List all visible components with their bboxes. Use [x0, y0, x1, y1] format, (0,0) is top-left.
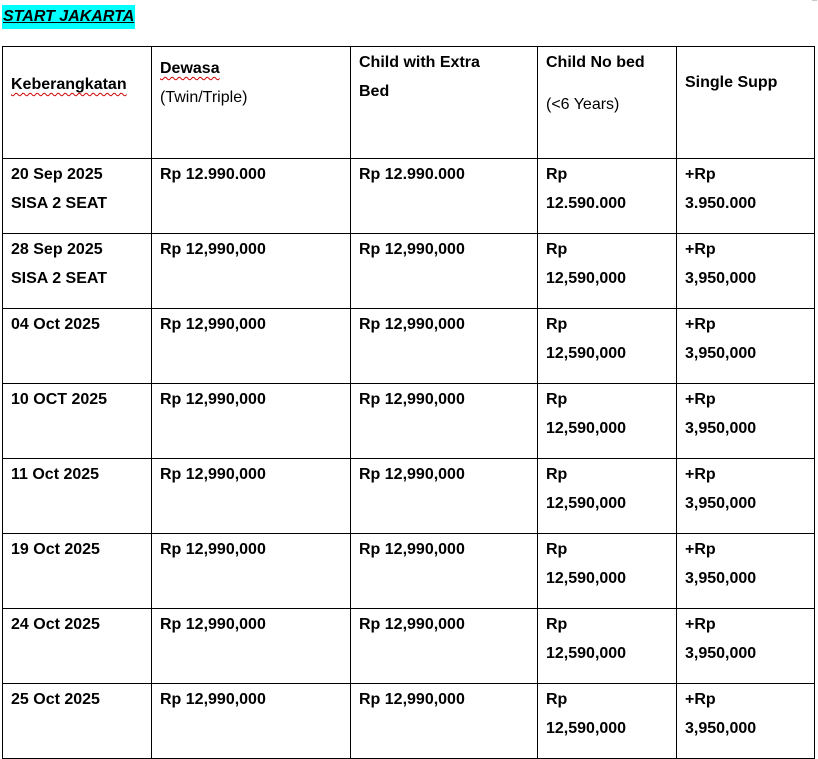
- price-table: [2, 46, 815, 759]
- single-supp-currency: +Rp: [685, 241, 716, 258]
- adult-price: Rp 12,990,000: [160, 391, 266, 408]
- header-child-no-bed-label: Child No bed: [546, 54, 645, 71]
- child-no-bed-price: 12,590,000: [546, 345, 627, 362]
- child-no-bed-currency: Rp: [546, 691, 568, 708]
- child-extra-bed-price: Rp 12,990,000: [359, 616, 465, 633]
- table-row: [3, 459, 815, 534]
- child-extra-bed-price: Rp 12,990,000: [359, 541, 465, 558]
- header-child-no-bed: [538, 47, 677, 159]
- single-supp-cell: [677, 309, 815, 384]
- child-no-bed-price: 12,590,000: [546, 645, 627, 662]
- adult-cell: [152, 684, 351, 759]
- page-title: START JAKARTA: [2, 5, 135, 29]
- single-supp-price: 3.950.000: [685, 195, 757, 212]
- single-supp-price: 3,950,000: [685, 645, 757, 662]
- single-supp-price: 3,950,000: [685, 495, 757, 512]
- child-extra-bed-price: Rp 12.990.000: [359, 166, 465, 183]
- adult-cell: [152, 384, 351, 459]
- child-no-bed-currency: Rp: [546, 541, 568, 558]
- adult-cell: [152, 159, 351, 234]
- single-supp-cell: [677, 609, 815, 684]
- child-extra-bed-cell: [351, 309, 538, 384]
- adult-cell: [152, 459, 351, 534]
- corner-mark: [812, 0, 817, 1]
- header-adult-label: Dewasa: [160, 60, 220, 77]
- single-supp-price: 3,950,000: [685, 570, 757, 587]
- table-row: [3, 684, 815, 759]
- seat-note: SISA 2 SEAT: [11, 195, 108, 212]
- departure-date: 25 Oct 2025: [11, 691, 100, 708]
- departure-cell: [3, 309, 152, 384]
- child-no-bed-cell: [538, 609, 677, 684]
- adult-cell: [152, 309, 351, 384]
- departure-cell: [3, 534, 152, 609]
- departure-date: 20 Sep 2025: [11, 166, 103, 183]
- child-extra-bed-cell: [351, 459, 538, 534]
- table-row: [3, 309, 815, 384]
- adult-price: Rp 12,990,000: [160, 316, 266, 333]
- single-supp-currency: +Rp: [685, 316, 716, 333]
- single-supp-currency: +Rp: [685, 616, 716, 633]
- child-extra-bed-price: Rp 12,990,000: [359, 466, 465, 483]
- adult-price: Rp 12,990,000: [160, 541, 266, 558]
- single-supp-cell: [677, 459, 815, 534]
- header-single-supp: [677, 47, 815, 159]
- child-no-bed-cell: [538, 234, 677, 309]
- departure-cell: [3, 234, 152, 309]
- departure-date: 10 OCT 2025: [11, 391, 108, 408]
- single-supp-currency: +Rp: [685, 691, 716, 708]
- header-row: [3, 47, 815, 159]
- single-supp-price: 3,950,000: [685, 720, 757, 737]
- seat-note: SISA 2 SEAT: [11, 270, 108, 287]
- departure-cell: [3, 459, 152, 534]
- table-row: [3, 609, 815, 684]
- single-supp-cell: [677, 384, 815, 459]
- header-single-supp-label: Single Supp: [685, 74, 778, 91]
- departure-cell: [3, 684, 152, 759]
- child-no-bed-cell: [538, 534, 677, 609]
- table-row: [3, 234, 815, 309]
- adult-price: Rp 12,990,000: [160, 616, 266, 633]
- header-adult: [152, 47, 351, 159]
- header-departure: [3, 47, 152, 159]
- single-supp-cell: [677, 159, 815, 234]
- child-no-bed-currency: Rp: [546, 466, 568, 483]
- adult-cell: [152, 534, 351, 609]
- header-child-extra-bed-label-2: Bed: [359, 83, 390, 100]
- departure-date: 24 Oct 2025: [11, 616, 100, 633]
- table-row: [3, 159, 815, 234]
- child-no-bed-price: 12,590,000: [546, 720, 627, 737]
- child-no-bed-cell: [538, 384, 677, 459]
- departure-date: 28 Sep 2025: [11, 241, 103, 258]
- header-adult-sub: (Twin/Triple): [160, 89, 248, 106]
- header-child-extra-bed-label: Child with Extra: [359, 54, 480, 71]
- departure-date: 19 Oct 2025: [11, 541, 100, 558]
- single-supp-cell: [677, 534, 815, 609]
- child-no-bed-cell: [538, 309, 677, 384]
- child-no-bed-cell: [538, 159, 677, 234]
- child-no-bed-currency: Rp: [546, 391, 568, 408]
- departure-cell: [3, 159, 152, 234]
- single-supp-cell: [677, 684, 815, 759]
- child-no-bed-currency: Rp: [546, 166, 568, 183]
- child-extra-bed-cell: [351, 234, 538, 309]
- adult-cell: [152, 609, 351, 684]
- adult-price: Rp 12.990.000: [160, 166, 266, 183]
- departure-cell: [3, 384, 152, 459]
- table-row: [3, 534, 815, 609]
- child-extra-bed-price: Rp 12,990,000: [359, 241, 465, 258]
- child-no-bed-currency: Rp: [546, 241, 568, 258]
- single-supp-price: 3,950,000: [685, 420, 757, 437]
- single-supp-currency: +Rp: [685, 391, 716, 408]
- adult-cell: [152, 234, 351, 309]
- child-no-bed-price: 12,590,000: [546, 420, 627, 437]
- child-extra-bed-price: Rp 12,990,000: [359, 691, 465, 708]
- header-gap: [546, 77, 668, 90]
- child-extra-bed-cell: [351, 159, 538, 234]
- table-row: [3, 384, 815, 459]
- child-no-bed-price: 12,590,000: [546, 495, 627, 512]
- single-supp-price: 3,950,000: [685, 345, 757, 362]
- adult-price: Rp 12,990,000: [160, 466, 266, 483]
- child-no-bed-price: 12,590,000: [546, 570, 627, 587]
- child-extra-bed-price: Rp 12,990,000: [359, 391, 465, 408]
- child-no-bed-currency: Rp: [546, 616, 568, 633]
- departure-cell: [3, 609, 152, 684]
- child-no-bed-cell: [538, 684, 677, 759]
- single-supp-price: 3,950,000: [685, 270, 757, 287]
- child-no-bed-price: 12,590,000: [546, 270, 627, 287]
- single-supp-currency: +Rp: [685, 541, 716, 558]
- single-supp-cell: [677, 234, 815, 309]
- single-supp-currency: +Rp: [685, 166, 716, 183]
- child-extra-bed-cell: [351, 609, 538, 684]
- child-no-bed-price: 12.590.000: [546, 195, 627, 212]
- adult-price: Rp 12,990,000: [160, 241, 266, 258]
- departure-date: 11 Oct 2025: [11, 466, 100, 483]
- child-extra-bed-cell: [351, 384, 538, 459]
- child-extra-bed-price: Rp 12,990,000: [359, 316, 465, 333]
- child-no-bed-currency: Rp: [546, 316, 568, 333]
- child-extra-bed-cell: [351, 534, 538, 609]
- adult-price: Rp 12,990,000: [160, 691, 266, 708]
- single-supp-currency: +Rp: [685, 466, 716, 483]
- child-extra-bed-cell: [351, 684, 538, 759]
- header-child-no-bed-sub: (<6 Years): [546, 96, 620, 113]
- child-no-bed-cell: [538, 459, 677, 534]
- departure-date: 04 Oct 2025: [11, 316, 100, 333]
- header-child-extra-bed: [351, 47, 538, 159]
- header-departure-label: Keberangkatan: [11, 76, 127, 93]
